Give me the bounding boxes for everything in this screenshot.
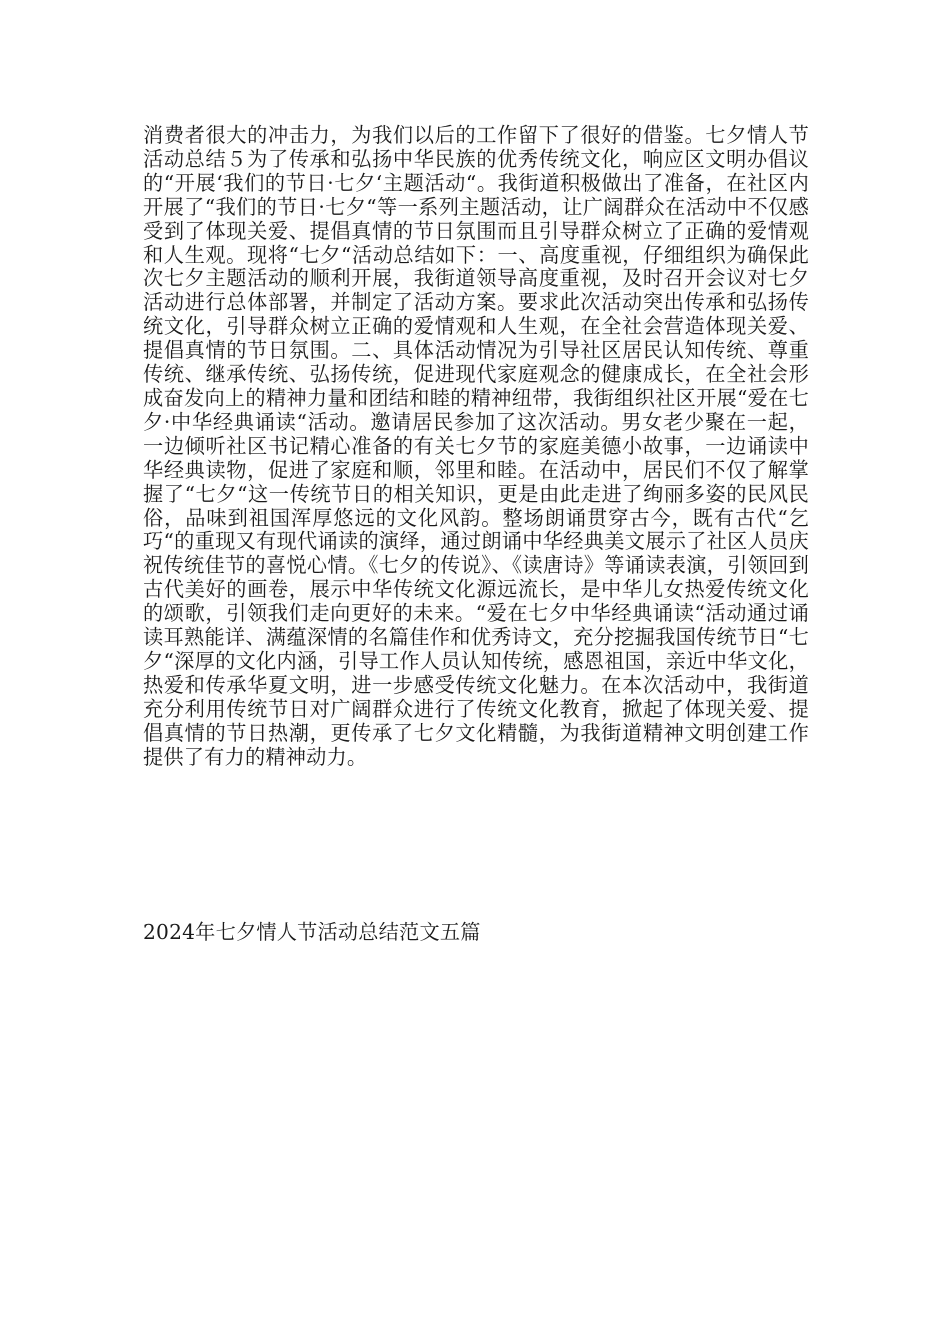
- body-paragraph: 消费者很大的冲击力，为我们以后的工作留下了很好的借鉴。七夕情人节活动总结５为了传承和弘扬中华民族的优秀传统文化，响应区文明办倡议的“开展‘我们的节日·七夕‘主题活动“。我街道积极做出了准备，在社区内开展了“我们的节日·七夕“等一系列主题活动，让广阔群众在活动中不仅感受到了体现关爱、提倡真情的节日氛围而且引导群众树立了正确的爱情观和人生观。现将“七夕“活动总结如下：一、高度重视，仔细组织为确保此次七夕主题活动的顺利开展，我街道领导高度重视，及时召开会议对七夕活动进行总体部署，并制定了活动方案。要求此次活动突出传承和弘扬传统文化，引导群众树立正确的爱情观和人生观，在全社会营造体现关爱、提倡真情的节日氛围。二、具体活动情况为引导社区居民认知传统、尊重传统、继承传统、弘扬传统，促进现代家庭观念的健康成长，在全社会形成奋发向上的精神力量和团结和睦的精神纽带，我街组织社区开展“爱在七夕·中华经典诵读“活动。邀请居民参加了这次活动。男女老少聚在一起，一边倾听社区书记精心准备的有关七夕节的家庭美德小故事，一边诵读中华经典读物，促进了家庭和顺，邻里和睦。在活动中，居民们不仅了解掌握了“七夕“这一传统节日的相关知识，更是由此走进了绚丽多姿的民风民俗，品味到祖国浑厚悠远的文化风韵。整场朗诵贯穿古今，既有古代“乞巧“的重现又有现代诵读的演绎，通过朗诵中华经典美文展示了社区人员庆祝传统佳节的喜悦心情。《七夕的传说》、《读唐诗》等诵读表演，引领回到古代美好的画卷，展示中华传统文化源远流长，是中华儿女热爱传统文化的颂歌，引领我们走向更好的未来。“爱在七夕中华经典诵读“活动通过诵读耳熟能详、满蕴深情的名篇佳作和优秀诗文，充分挖掘我国传统节日“七夕“深厚的文化内涵，引导工作人员认知传统，感恩祖国，亲近中华文化，热爱和传承华夏文明，进一步感受传统文化魅力。在本次活动中，我街道充分利用传统节日对广阔群众进行了传统文化教育，掀起了体现关爱、提倡真情的节日热潮，更传承了七夕文化精髓，为我街道精神文明创建工作提供了有力的精神动力。: [143, 123, 809, 769]
- document-title: 2024年七夕情人节活动总结范文五篇: [143, 920, 481, 944]
